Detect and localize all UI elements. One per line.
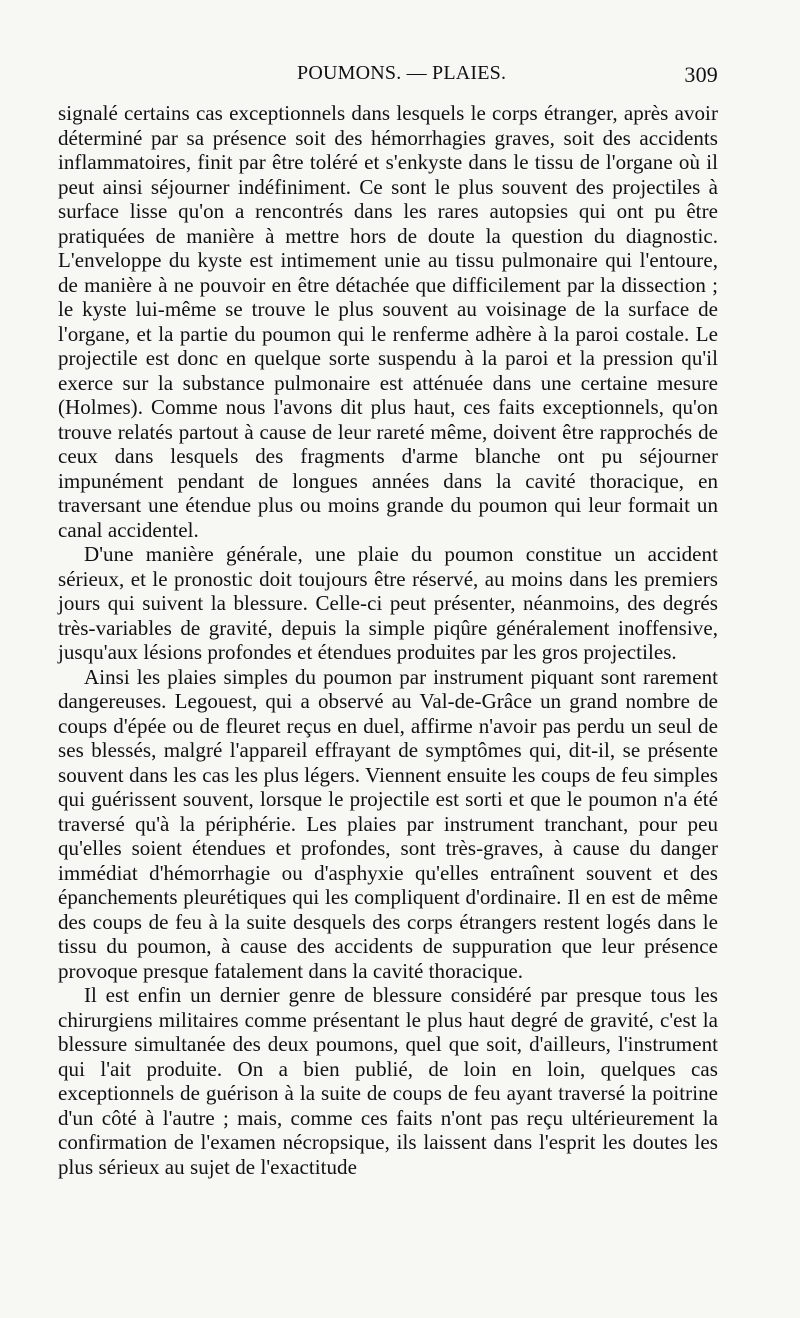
paragraph-simple-wounds: Ainsi les plaies simples du poumon par instrument piquant sont rarement dangereuses. Legouest, qui a observé au Val-de-Grâce un grand nombre de coups d'épée ou de fleuret reçus en duel, affirme n'avoir pas perdu un seul de ses blessés, malgré l'appareil effrayant de symptômes qui, dit-il, se présente souvent dans les cas les plus légers. Viennent ensuite les coups de feu simples qui guérissent souvent, lorsque le projectile est sorti et que le poumon n'a été traversé qu'à la périphérie. Les plaies par instrument tranchant, pour peu qu'elles soient étendues et profondes, sont très-graves, à cause du danger immédiat d'hémorrhagie ou d'asphyxie qu'elles entraînent souvent et des épanchements pleurétiques qui les compliquent d'ordinaire. Il en est de même des coups de feu à la suite desquels des corps étrangers restent logés dans le tissu du poumon, à cause des accidents de suppuration que leur présence provoque presque fatalement dans la cavité thoracique.	[58, 664, 718, 983]
running-head	[58, 62, 718, 96]
body-text	[58, 101, 718, 1179]
paragraph-prognosis: D'une manière générale, une plaie du poumon constitue un accident sérieux, et le pronostic doit toujours être réservé, au moins dans les premiers jours qui suivent la blessure. Celle-ci peut présenter, néanmoins, des degrés très-variables de gravité, depuis la simple piqûre généralement inoffensive, jusqu'aux lésions profondes et étendues produites par les gros projectiles.	[58, 542, 718, 664]
paragraph-continued: signalé certains cas exceptionnels dans lesquels le corps étranger, après avoir déterminé par sa présence soit des hémorrhagies graves, soit des accidents inflammatoires, finit par être toléré et s'enkyste dans le tissu de l'organe où il peut ainsi séjourner indéfiniment. Ce sont le plus souvent des projectiles à surface lisse qu'on a rencontrés dans les rares autopsies qui ont pu être pratiquées de manière à mettre hors de doute la question du diagnostic. L'enveloppe du kyste est intimement unie au tissu pulmonaire qui l'entoure, de manière à ne pouvoir en être détachée que difficilement par la dissection ; le kyste lui-même se trouve le plus souvent au voisinage de la surface de l'organe, et la partie du poumon qui le renferme adhère à la paroi costale. Le projectile est donc en quelque sorte suspendu à la paroi et la pression qu'il exerce sur la substance pulmonaire est atténuée dans une certaine mesure (Holmes). Comme nous l'avons dit plus haut, ces faits exceptionnels, qu'on trouve relatés partout à cause de leur rareté même, doivent être rapprochés de ceux dans lesquels des fragments d'arme blanche ont pu séjourner impunément pendant de longues années dans la cavité thoracique, en traversant une étendue plus ou moins grande du poumon qui leur formait un canal accidentel.	[58, 101, 718, 542]
page-number: 309	[684, 62, 718, 87]
running-title: POUMONS. — PLAIES.	[297, 62, 507, 84]
paragraph-double-lung-wound: Il est enfin un dernier genre de blessure considéré par presque tous les chirurgiens militaires comme présentant le plus haut degré de gravité, c'est la blessure simultanée des deux poumons, quel que soit, d'ailleurs, l'instrument qui l'ait produite. On a bien publié, de loin en loin, quelques cas exceptionnels de guérison à la suite de coups de feu ayant traversé la poitrine d'un côté à l'autre ; mais, comme ces faits n'ont pas reçu ultérieurement la confirmation de l'examen nécropsique, ils laissent dans l'esprit les doutes les plus sérieux au sujet de l'exactitude	[58, 983, 718, 1179]
